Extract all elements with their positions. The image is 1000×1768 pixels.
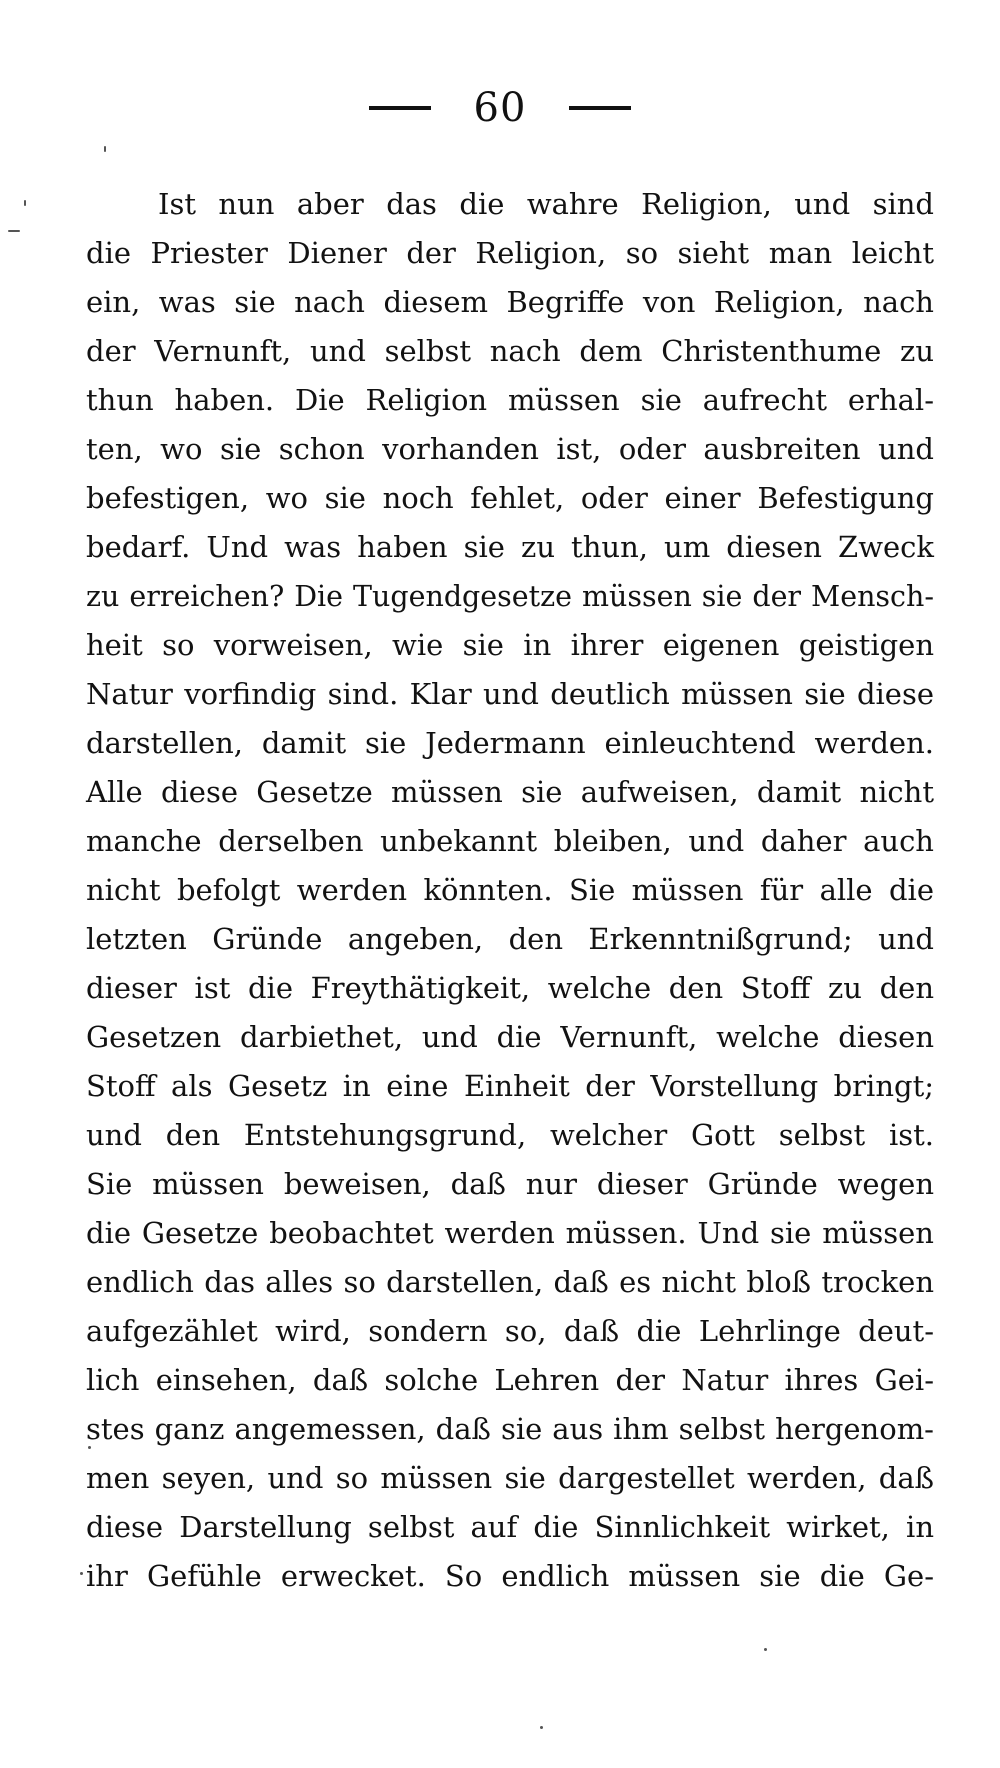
text-line: endlich das alles so darstellen, daß es nicht bloß trocken xyxy=(86,1265,934,1299)
scan-speck xyxy=(540,1726,543,1729)
text-line: thun haben. Die Religion müssen sie aufrecht erhal- xyxy=(86,383,934,417)
text-line: nicht befolgt werden könnten. Sie müssen für alle die xyxy=(86,873,934,907)
header-dash-left xyxy=(369,106,431,110)
text-line: und den Entstehungsgrund, welcher Gott selbst ist. xyxy=(86,1118,934,1152)
scan-speck xyxy=(104,146,106,152)
body-text xyxy=(86,180,934,1601)
text-line: die Priester Diener der Religion, so sieht man leicht xyxy=(86,236,934,270)
text-line: darstellen, damit sie Jedermann einleuchtend werden. xyxy=(86,726,934,760)
text-line: ihr Gefühle erwecket. So endlich müssen sie die Ge- xyxy=(86,1559,934,1593)
text-line: Natur vorfindig sind. Klar und deutlich müssen sie diese xyxy=(86,677,934,711)
text-line: Alle diese Gesetze müssen sie aufweisen, damit nicht xyxy=(86,775,934,809)
text-line: befestigen, wo sie noch fehlet, oder einer Befestigung xyxy=(86,481,934,515)
page-header xyxy=(0,82,1000,131)
text-line: heit so vorweisen, wie sie in ihrer eigenen geistigen xyxy=(86,628,934,662)
scan-speck xyxy=(24,200,26,206)
text-line: letzten Gründe angeben, den Erkenntnißgrund; und xyxy=(86,922,934,956)
text-line: Sie müssen beweisen, daß nur dieser Gründe wegen xyxy=(86,1167,934,1201)
text-line: stes ganz angemessen, daß sie aus ihm selbst hergenom- xyxy=(86,1412,934,1446)
text-line: lich einsehen, daß solche Lehren der Natur ihres Gei- xyxy=(86,1363,934,1397)
text-line: aufgezählet wird, sondern so, daß die Lehrlinge deut- xyxy=(86,1314,934,1348)
scan-speck xyxy=(8,230,20,232)
text-line: Stoff als Gesetz in eine Einheit der Vorstellung bringt; xyxy=(86,1069,934,1103)
text-line: zu erreichen? Die Tugendgesetze müssen sie der Mensch- xyxy=(86,580,934,613)
scan-speck xyxy=(88,1446,91,1449)
text-line: manche derselben unbekannt bleiben, und daher auch xyxy=(86,824,934,858)
page-number: 60 xyxy=(473,85,527,131)
text-line: die Gesetze beobachtet werden müssen. Und sie müssen xyxy=(86,1216,934,1250)
scan-speck xyxy=(80,1572,83,1575)
text-line: bedarf. Und was haben sie zu thun, um diesen Zweck xyxy=(86,530,934,564)
scan-speck xyxy=(764,1648,767,1651)
text-line: diese Darstellung selbst auf die Sinnlichkeit wirket, in xyxy=(86,1510,934,1544)
text-line: men seyen, und so müssen sie dargestellet werden, daß xyxy=(86,1461,934,1495)
text-line: Ist nun aber das die wahre Religion, und sind xyxy=(158,187,934,221)
text-line: dieser ist die Freythätigkeit, welche den Stoff zu den xyxy=(86,971,934,1005)
header-dash-right xyxy=(569,106,631,110)
text-line: der Vernunft, und selbst nach dem Christenthume zu xyxy=(86,334,934,368)
text-line: ten, wo sie schon vorhanden ist, oder ausbreiten und xyxy=(86,432,934,466)
text-line: ein, was sie nach diesem Begriffe von Religion, nach xyxy=(86,285,934,319)
text-line: Gesetzen darbiethet, und die Vernunft, welche diesen xyxy=(86,1020,934,1054)
